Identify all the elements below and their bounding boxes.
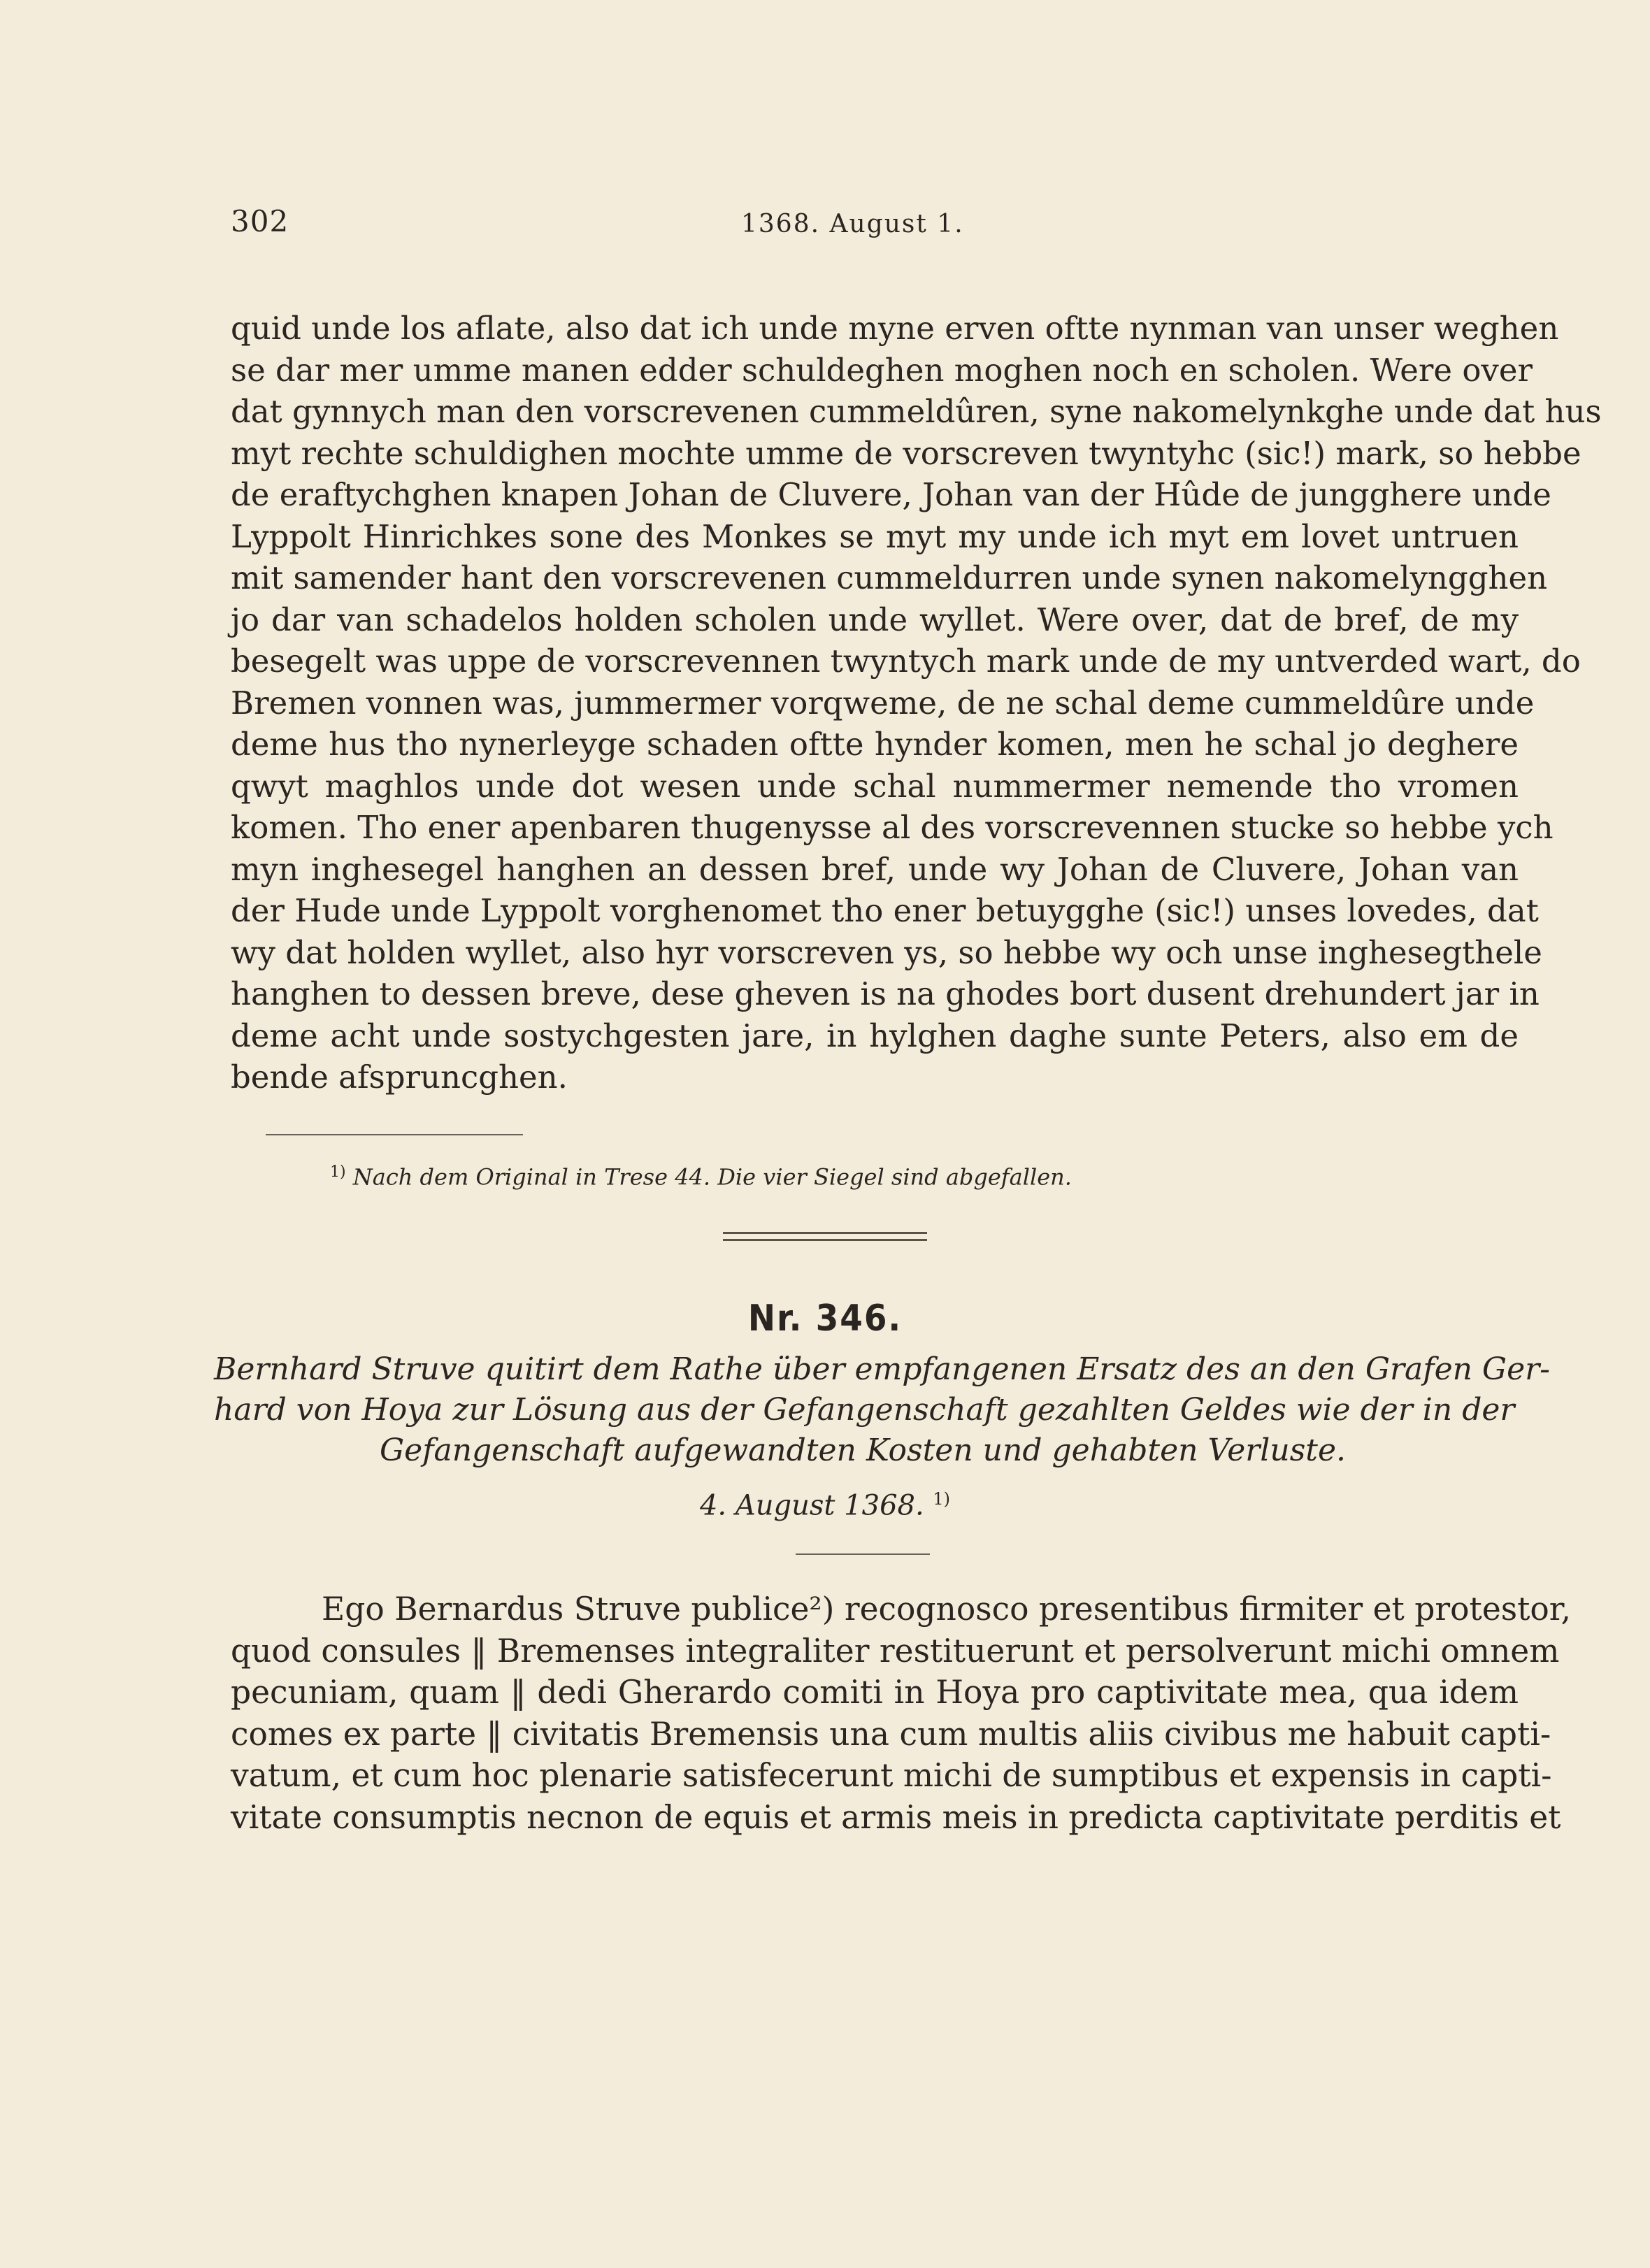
document-date	[0, 1489, 1650, 1521]
text-line: bende afspruncghen.	[231, 1058, 568, 1096]
section-divider	[723, 1239, 927, 1241]
text-line: besegelt was uppe de vorscrevennen twyntych mark unde de my untverded wart, do	[231, 643, 1581, 680]
date-divider	[796, 1553, 930, 1555]
summary-line: Gefangenschaft aufgewandten Kosten und gehabten Verluste.	[380, 1433, 1346, 1468]
footnote	[330, 1163, 1072, 1191]
summary-line: Bernhard Struve quitirt dem Rathe über empfangenen Ersatz des an den Grafen Ger-	[214, 1351, 1551, 1387]
text-line: quod consules ‖ Bremenses integraliter restituerunt et persolverunt michi omnem	[231, 1632, 1560, 1670]
previous-document-text	[231, 308, 1602, 1098]
summary-line: hard von Hoya zur Lösung aus der Gefangenschaft gezahlten Geldes wie der in der	[214, 1392, 1515, 1428]
text-line: myn inghesegel hanghen an dessen bref, unde wy Johan de Cluvere, Johan van	[231, 850, 1519, 888]
text-line: Bremen vonnen was, jummermer vorqweme, de ne schal deme cummeldûre unde	[231, 684, 1535, 722]
text-line: Lyppolt Hinrichkes sone des Monkes se myt my unde ich myt em lovet untruen	[231, 517, 1519, 555]
text-line: komen. Tho ener apenbaren thugenysse al des vorscrevennen stucke so hebbe ych	[231, 809, 1554, 846]
text-line: jo dar van schadelos holden scholen unde wyllet. Were over, dat de bref, de my	[231, 601, 1519, 638]
text-line: se dar mer umme manen edder schuldeghen moghen noch en scholen. Were over	[231, 351, 1533, 389]
section-divider	[723, 1232, 927, 1234]
text-line: deme acht unde sostychgesten jare, in hylghen daghe sunte Peters, also em de	[231, 1017, 1519, 1054]
document-text	[231, 1588, 1572, 1838]
text-line: der Hude unde Lyppolt vorghenomet tho ener betuygghe (sic!) unses lovedes, dat	[231, 892, 1539, 929]
text-line: Ego Bernardus Struve publice²) recognosco presentibus firmiter et protestor,	[322, 1591, 1572, 1628]
text-line: dat gynnych man den vorscrevenen cummeldûren, syne nakomelynkghe unde dat hus	[231, 393, 1602, 430]
running-header-date: 1368. August 1.	[741, 210, 964, 238]
document-date-text: 4. August 1368.	[699, 1489, 924, 1522]
text-line: myt rechte schuldighen mochte umme de vorscreven twyntyhc (sic!) mark, so hebbe	[231, 434, 1581, 472]
footnote-divider	[266, 1134, 523, 1135]
text-line: deme hus tho nynerleyge schaden oftte hynder komen, men he schal jo deghere	[231, 726, 1519, 763]
text-line: vitate consumptis necnon de equis et armis meis in predicta captivitate perditis et	[231, 1798, 1561, 1836]
text-line: vatum, et cum hoc plenarie satisfecerunt michi de sumptibus et expensis in capti-	[231, 1757, 1552, 1794]
text-line: wy dat holden wyllet, also hyr vorscreven ys, so hebbe wy och unse inghesegthele	[231, 933, 1542, 971]
text-line: quid unde los aflate, also dat ich unde myne erven oftte nynman van unser weghen	[231, 310, 1559, 347]
date-footnote-marker: 1)	[933, 1489, 951, 1509]
text-line: hanghen to dessen breve, dese gheven is na ghodes bort dusent drehundert jar in	[231, 975, 1540, 1012]
footnote-marker: 1)	[330, 1163, 346, 1181]
text-line: pecuniam, quam ‖ dedi Gherardo comiti in Hoya pro captivitate mea, qua idem	[231, 1674, 1519, 1711]
page-number: 302	[231, 204, 289, 238]
document-number: Nr. 346.	[747, 1298, 903, 1340]
footnote-text: Nach dem Original in Trese 44. Die vier Siegel sind abgefallen.	[352, 1163, 1072, 1191]
text-line: qwyt maghlos unde dot wesen unde schal nummermer nemende tho vromen	[231, 767, 1519, 805]
text-line: de eraftychghen knapen Johan de Cluvere, Johan van der Hûde de jungghere unde	[231, 476, 1551, 513]
document-summary	[214, 1349, 1551, 1471]
text-line: mit samender hant den vorscrevenen cummeldurren unde synen nakomelyngghen	[231, 559, 1548, 596]
text-line: comes ex parte ‖ civitatis Bremensis una cum multis aliis civibus me habuit capti-	[231, 1715, 1551, 1753]
